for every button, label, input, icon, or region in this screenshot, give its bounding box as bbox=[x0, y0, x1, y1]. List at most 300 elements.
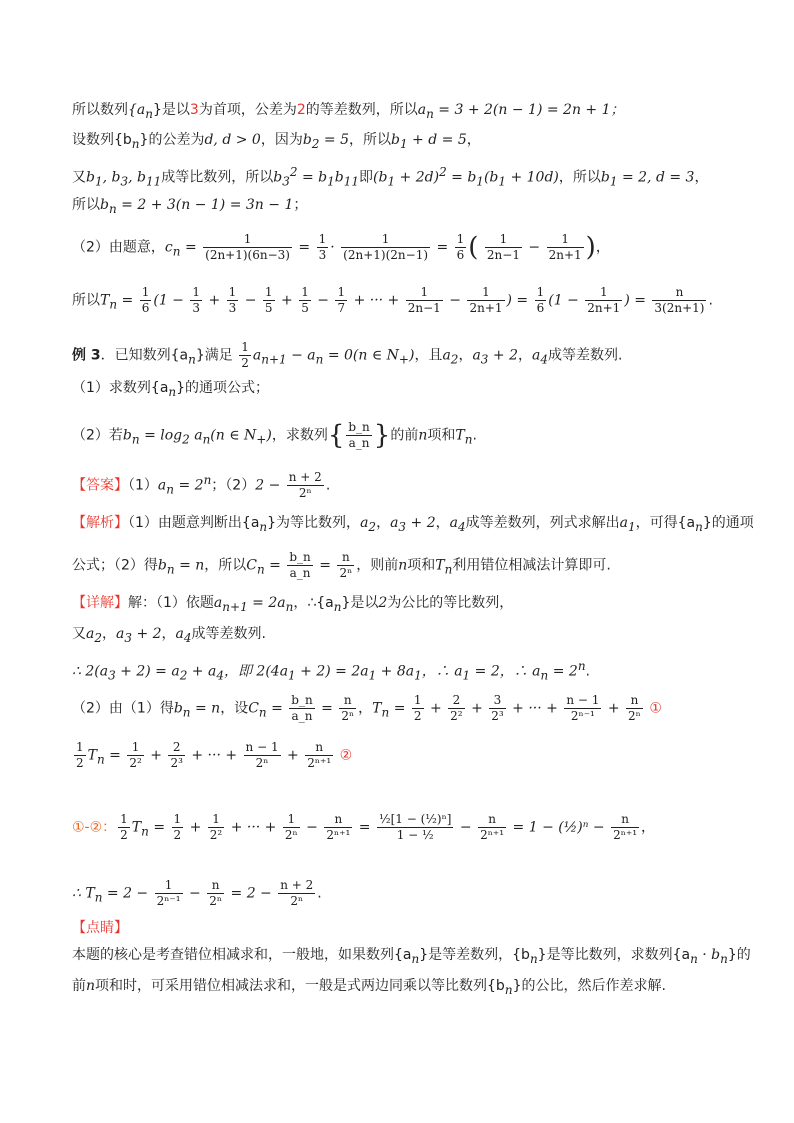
math: , b bbox=[128, 169, 146, 186]
text: ， bbox=[102, 626, 116, 642]
math: = 1 − (½)ⁿ − bbox=[508, 819, 610, 836]
math: + bbox=[466, 700, 488, 717]
text: 为首项，公差为 bbox=[198, 102, 297, 118]
numerator: 2 bbox=[168, 740, 184, 756]
numerator: 1 bbox=[192, 285, 200, 299]
math-sub: 2 bbox=[368, 519, 377, 534]
paren: ) bbox=[585, 232, 596, 263]
fraction bbox=[278, 878, 315, 909]
math: = 2 bbox=[470, 663, 500, 680]
fraction bbox=[337, 550, 354, 581]
text: }为等比数列， bbox=[267, 515, 361, 531]
line-2 bbox=[72, 130, 481, 154]
math: = n bbox=[174, 557, 205, 574]
math: T bbox=[100, 292, 110, 309]
math: − bbox=[240, 292, 261, 309]
denominator: 2ⁿ⁻¹ bbox=[156, 894, 181, 908]
numerator: b_n bbox=[291, 693, 313, 707]
math-sub: 3 bbox=[282, 174, 290, 189]
denominator: 2 bbox=[173, 828, 182, 842]
text: }的通项 bbox=[702, 515, 754, 531]
math: + 2 bbox=[406, 515, 436, 531]
text: ， bbox=[358, 700, 373, 717]
math: a bbox=[116, 626, 125, 642]
math: − a bbox=[286, 347, 316, 364]
math: b bbox=[273, 169, 283, 186]
math-sub: 1 bbox=[399, 136, 408, 151]
denominator: 2n−1 bbox=[407, 301, 441, 315]
denominator: 2n+1 bbox=[548, 248, 582, 262]
fraction bbox=[239, 340, 251, 371]
text: 成等差数列. bbox=[547, 347, 623, 364]
math: b bbox=[157, 557, 167, 574]
detail-line-7 bbox=[72, 878, 322, 909]
numerator: 1 bbox=[76, 740, 84, 754]
example-label: 例 3 bbox=[72, 347, 101, 364]
denominator: 2³ bbox=[491, 709, 504, 723]
numerator: 1 bbox=[547, 232, 584, 248]
fraction bbox=[489, 693, 505, 724]
remark-line-1 bbox=[72, 945, 751, 969]
line-4 bbox=[72, 195, 307, 219]
math: n bbox=[86, 978, 96, 994]
math: b bbox=[334, 169, 344, 186]
fraction bbox=[207, 878, 224, 909]
math-sub: n bbox=[108, 201, 117, 216]
numerator: 1 bbox=[413, 693, 422, 707]
math: + a bbox=[187, 663, 217, 680]
fraction bbox=[467, 285, 504, 316]
denominator: 2² bbox=[129, 756, 142, 770]
denominator: (2n+1)(6n−3) bbox=[205, 248, 290, 262]
math: − bbox=[301, 819, 323, 836]
text: 所以 bbox=[72, 292, 100, 309]
denominator: 6 bbox=[536, 301, 545, 315]
fraction bbox=[406, 285, 443, 316]
denominator: 2ⁿ⁺¹ bbox=[307, 756, 332, 770]
math: = bbox=[316, 700, 338, 717]
math-sub: 3 bbox=[398, 519, 407, 534]
math: b bbox=[173, 700, 183, 717]
text: 项和时，可采用错位相减法求和，一般是式两边同乘以等比数列{b bbox=[95, 978, 505, 994]
numerator: 1 bbox=[173, 812, 182, 826]
math-sub: n bbox=[426, 106, 434, 121]
numerator: 1 bbox=[228, 285, 237, 299]
numerator: b_n bbox=[289, 550, 311, 564]
math-sub: n bbox=[720, 951, 728, 966]
detail-line-5 bbox=[72, 740, 352, 771]
math: a bbox=[417, 102, 427, 118]
math: a bbox=[531, 347, 541, 364]
text: ， bbox=[595, 239, 610, 256]
numerator: 1 bbox=[318, 232, 327, 246]
math-sub: n+1 bbox=[222, 599, 248, 614]
text: ，设 bbox=[220, 700, 249, 717]
text: （2）由题意， bbox=[72, 239, 165, 256]
math: {a bbox=[128, 102, 146, 118]
denominator: 2ⁿ bbox=[339, 566, 353, 580]
fraction bbox=[190, 285, 202, 316]
math-sub: 2 bbox=[311, 136, 320, 151]
denominator: 2ⁿ bbox=[255, 756, 269, 770]
text: 所以 bbox=[72, 197, 100, 213]
math: = bbox=[389, 700, 410, 717]
circled-one-marker: ① bbox=[649, 700, 662, 717]
fraction bbox=[263, 285, 275, 316]
text: （1） bbox=[128, 477, 158, 494]
math: = bbox=[104, 747, 126, 764]
math-sub: 1 bbox=[414, 668, 422, 683]
math: + bbox=[276, 292, 298, 309]
fraction bbox=[324, 812, 352, 843]
text: ，∴{a bbox=[293, 595, 334, 611]
denominator: 5 bbox=[301, 301, 309, 315]
math-sub: n bbox=[141, 824, 149, 839]
math: n bbox=[418, 427, 428, 444]
denominator: 2 bbox=[76, 756, 84, 770]
math-sub: 4 bbox=[457, 519, 466, 534]
math: + ··· + bbox=[507, 700, 563, 717]
fraction bbox=[564, 693, 601, 724]
numerator: n bbox=[337, 550, 354, 566]
numerator: 2 bbox=[448, 693, 464, 709]
denominator: 2 bbox=[413, 709, 422, 723]
numerator: 1 bbox=[467, 285, 504, 301]
math-sub: n bbox=[145, 106, 153, 121]
text: }是以 bbox=[341, 595, 379, 611]
math: + 2d) bbox=[395, 169, 440, 186]
denominator: 2n+1 bbox=[587, 301, 621, 315]
fraction bbox=[172, 812, 184, 843]
denominator: 6 bbox=[456, 248, 465, 262]
numerator: n bbox=[626, 693, 643, 709]
text: ．已知数列{a bbox=[100, 347, 189, 364]
math-sub: + bbox=[256, 432, 267, 447]
math-sub: 1 bbox=[94, 174, 103, 189]
math: = bbox=[432, 239, 453, 256]
denominator: 2ⁿ bbox=[341, 709, 355, 723]
numerator: n bbox=[339, 693, 356, 709]
detail-line-4 bbox=[72, 693, 662, 724]
math: a bbox=[619, 515, 628, 531]
math: T bbox=[372, 700, 382, 717]
math: + 2) = 2a bbox=[295, 663, 369, 680]
question-2: （2）若$b_n = \log_2 a_n(n$ ∈ $N_+$)，求数列{ $\frac{b\_n}{a\_n}$ }的前n项和$T_n$. bbox=[72, 420, 477, 451]
math: − bbox=[523, 239, 545, 256]
math: ) bbox=[408, 347, 415, 364]
math: · bbox=[330, 239, 335, 256]
math-sub: n bbox=[202, 432, 211, 447]
math: = b bbox=[446, 169, 477, 186]
math: c bbox=[164, 239, 173, 256]
denominator: 2ⁿ bbox=[298, 486, 312, 501]
numerator: 1 bbox=[141, 285, 150, 299]
example-3-heading bbox=[72, 340, 622, 371]
text: 成等差数列，列式求解出 bbox=[465, 515, 620, 531]
math: (n ∈ N bbox=[210, 427, 257, 444]
numerator: n bbox=[207, 878, 224, 894]
math-sub: n bbox=[168, 384, 177, 399]
math: a bbox=[449, 515, 458, 531]
denominator: 2ⁿ bbox=[628, 709, 641, 723]
math: + ··· + bbox=[349, 292, 404, 309]
numerator: n + 2 bbox=[288, 470, 322, 485]
fraction bbox=[611, 812, 639, 843]
fraction bbox=[127, 740, 143, 771]
detail-label: 【详解】 bbox=[72, 595, 128, 611]
fraction bbox=[140, 285, 152, 316]
line-3 bbox=[72, 162, 708, 191]
highlight: 2 bbox=[296, 102, 306, 118]
math-sub: 1 bbox=[498, 174, 507, 189]
denominator: 2² bbox=[209, 828, 223, 842]
math-sub: 11 bbox=[343, 174, 360, 189]
numerator: n bbox=[324, 812, 352, 828]
text: ，求数列 bbox=[271, 427, 328, 444]
analysis-line-1 bbox=[72, 513, 754, 537]
text: ， bbox=[694, 169, 709, 186]
denominator: 3 bbox=[318, 248, 327, 262]
math: = 3 + 2(n − 1) = 2n + 1； bbox=[433, 102, 625, 118]
detail-line-3 bbox=[72, 656, 590, 685]
math: n bbox=[398, 557, 408, 574]
fraction bbox=[412, 693, 424, 724]
math: − bbox=[312, 292, 334, 309]
denominator: 2ⁿ⁺¹ bbox=[326, 828, 351, 842]
fraction bbox=[485, 232, 522, 263]
math-sup: n bbox=[203, 473, 212, 487]
math-sub: n bbox=[315, 352, 324, 367]
numerator: ½[1 − (½)ⁿ] bbox=[378, 812, 452, 826]
text: . bbox=[585, 663, 590, 680]
denominator: 2ⁿ⁺¹ bbox=[480, 828, 505, 842]
math: ) bbox=[266, 427, 272, 444]
math: 2 − bbox=[255, 477, 285, 494]
text: }是等差数列，{b bbox=[419, 947, 530, 963]
math: b bbox=[600, 169, 610, 186]
text: . bbox=[472, 427, 477, 444]
math: ∴ T bbox=[72, 885, 95, 902]
remark-heading bbox=[72, 918, 128, 938]
math: = 2, d = 3 bbox=[617, 169, 695, 186]
denominator: 5 bbox=[264, 301, 273, 315]
math-sub: n bbox=[188, 352, 196, 367]
math: = b bbox=[297, 169, 328, 186]
text: 项和 bbox=[427, 427, 456, 444]
math-sub: 1 bbox=[476, 174, 484, 189]
math: = bbox=[354, 819, 375, 836]
fraction bbox=[339, 693, 356, 724]
text: ， bbox=[376, 515, 391, 531]
math: = 5 bbox=[319, 132, 349, 148]
fraction bbox=[448, 693, 464, 724]
math: (b bbox=[373, 169, 388, 186]
math-sub: 3 bbox=[480, 352, 489, 367]
math-sub: 1 bbox=[288, 668, 296, 683]
fraction bbox=[535, 285, 547, 316]
math-sub: n bbox=[131, 432, 140, 447]
math: a bbox=[390, 515, 399, 531]
math: T bbox=[455, 427, 465, 444]
text: 又 bbox=[72, 626, 86, 642]
detail-line-6 bbox=[72, 812, 655, 843]
math-sub: n bbox=[444, 562, 453, 577]
math: + d = 5 bbox=[407, 132, 467, 148]
numerator: 1 bbox=[301, 285, 309, 299]
math: ) = bbox=[624, 292, 651, 309]
line-1 bbox=[72, 100, 625, 124]
fraction bbox=[299, 285, 311, 316]
math: + 8a bbox=[376, 663, 415, 680]
denominator: (2n+1)(2n−1) bbox=[343, 248, 429, 262]
text: 所以数列 bbox=[72, 102, 128, 118]
numerator: 1 bbox=[585, 285, 622, 301]
text: ， bbox=[161, 626, 176, 642]
line-6 bbox=[72, 285, 713, 316]
math: = 0(n ∈ N bbox=[323, 347, 399, 364]
text: （2）由（1）得 bbox=[72, 700, 174, 717]
text: （1）求数列{a bbox=[72, 380, 169, 396]
math-sub: n bbox=[504, 982, 513, 997]
math: + bbox=[603, 700, 625, 717]
text: 公式；（2）得 bbox=[72, 557, 158, 574]
numerator: 1 bbox=[155, 878, 183, 894]
question-1 bbox=[72, 378, 269, 402]
math: a bbox=[442, 347, 451, 364]
math-sub: n bbox=[333, 599, 342, 614]
math: + 10d) bbox=[506, 169, 559, 186]
numerator: 1 bbox=[127, 740, 143, 756]
math: + 2 bbox=[132, 626, 162, 642]
math: + bbox=[185, 819, 206, 836]
numerator: 1 bbox=[536, 285, 545, 299]
fraction bbox=[287, 470, 324, 501]
fraction bbox=[227, 285, 239, 316]
math: = bbox=[264, 557, 286, 574]
numerator: 1 bbox=[406, 285, 443, 301]
denominator: 2ⁿ⁺¹ bbox=[613, 828, 638, 842]
math-sup: 2 bbox=[439, 165, 447, 179]
math: ) = bbox=[506, 292, 533, 309]
math: b bbox=[390, 132, 400, 148]
answer-label: 【答案】 bbox=[72, 477, 128, 494]
math: + 2 bbox=[488, 347, 518, 364]
denominator: 7 bbox=[337, 301, 346, 315]
math: ，即 2(4a bbox=[223, 663, 289, 680]
fraction bbox=[346, 420, 371, 451]
text: 即 bbox=[359, 169, 374, 186]
math-sub: 1 bbox=[368, 668, 377, 683]
math: = log bbox=[139, 427, 183, 444]
denominator: 3(2n+1) bbox=[654, 301, 705, 315]
fraction bbox=[335, 285, 347, 316]
math: + 2) = a bbox=[115, 663, 180, 680]
math: T bbox=[87, 747, 97, 764]
text: ， bbox=[641, 819, 656, 836]
fraction bbox=[455, 232, 467, 263]
numerator: 1 bbox=[264, 285, 273, 299]
denominator: 2² bbox=[450, 709, 463, 723]
math-sub: n bbox=[172, 244, 181, 259]
math-sub: n bbox=[96, 752, 105, 767]
math: + ··· + bbox=[186, 747, 242, 764]
math: = 2 bbox=[174, 477, 204, 494]
math: + ··· + bbox=[226, 819, 281, 836]
text: （1）由题意判断出{a bbox=[128, 515, 260, 531]
fraction bbox=[118, 812, 130, 843]
fraction bbox=[244, 740, 281, 771]
line-5 bbox=[72, 232, 610, 263]
math: = 2 − bbox=[226, 885, 277, 902]
denominator: 2ⁿ bbox=[209, 894, 223, 908]
math: = 2 bbox=[548, 663, 578, 680]
math-sub: 4 bbox=[540, 352, 548, 367]
denominator: 2ⁿ bbox=[290, 894, 304, 908]
text: }满足 bbox=[195, 347, 233, 364]
text: 解：（1）依题 bbox=[128, 595, 214, 611]
text: }是等比数列，求数列{a bbox=[537, 947, 691, 963]
math-sub: n bbox=[464, 432, 473, 447]
denominator: 2 bbox=[241, 356, 249, 370]
math-sub: n bbox=[257, 562, 265, 577]
math-sub: n bbox=[258, 705, 267, 720]
text: }的公差为 bbox=[139, 132, 205, 148]
math-sup: n bbox=[577, 659, 586, 673]
denominator: 1 − ½ bbox=[396, 828, 434, 842]
math: (1 − bbox=[153, 292, 189, 309]
text: }的通项公式； bbox=[176, 380, 270, 396]
math: − bbox=[455, 819, 477, 836]
denominator: 2n−1 bbox=[486, 248, 520, 262]
numerator: 1 bbox=[341, 232, 430, 248]
math-sub: n bbox=[166, 482, 175, 497]
text: 项和 bbox=[407, 557, 436, 574]
text: . bbox=[708, 292, 713, 309]
math-sub: n bbox=[131, 136, 140, 151]
numerator: 1 bbox=[337, 285, 346, 299]
denominator: a_n bbox=[348, 436, 370, 450]
denominator: a_n bbox=[289, 566, 311, 580]
text: }是以 bbox=[153, 102, 190, 118]
math: = 2 + 3(n − 1) = 3n − 1 bbox=[116, 197, 294, 213]
fraction bbox=[203, 232, 292, 263]
numerator: 1 bbox=[283, 812, 300, 828]
numerator: 1 bbox=[241, 340, 249, 354]
math: = bbox=[117, 292, 138, 309]
numerator: 1 bbox=[485, 232, 522, 248]
fraction bbox=[626, 693, 643, 724]
fraction bbox=[478, 812, 506, 843]
numerator: 1 bbox=[456, 232, 465, 246]
numerator: n bbox=[652, 285, 706, 301]
math: a bbox=[360, 515, 369, 531]
numerator: n − 1 bbox=[245, 740, 279, 754]
math-sub: + bbox=[398, 352, 409, 367]
math: a bbox=[213, 595, 223, 611]
math: T bbox=[435, 557, 445, 574]
text: 为公比的等比数列， bbox=[387, 595, 514, 611]
circled-two-marker: ② bbox=[339, 747, 353, 764]
remark-line-2 bbox=[72, 976, 666, 1000]
denominator: 3 bbox=[228, 301, 237, 315]
math-sub: 11 bbox=[146, 174, 162, 189]
text: ，且 bbox=[414, 347, 443, 364]
math: a bbox=[189, 427, 203, 444]
numerator: 1 bbox=[208, 812, 224, 828]
text: }的公比，然后作差求解. bbox=[512, 978, 666, 994]
math: = bbox=[314, 557, 336, 574]
text: 前 bbox=[72, 978, 86, 994]
